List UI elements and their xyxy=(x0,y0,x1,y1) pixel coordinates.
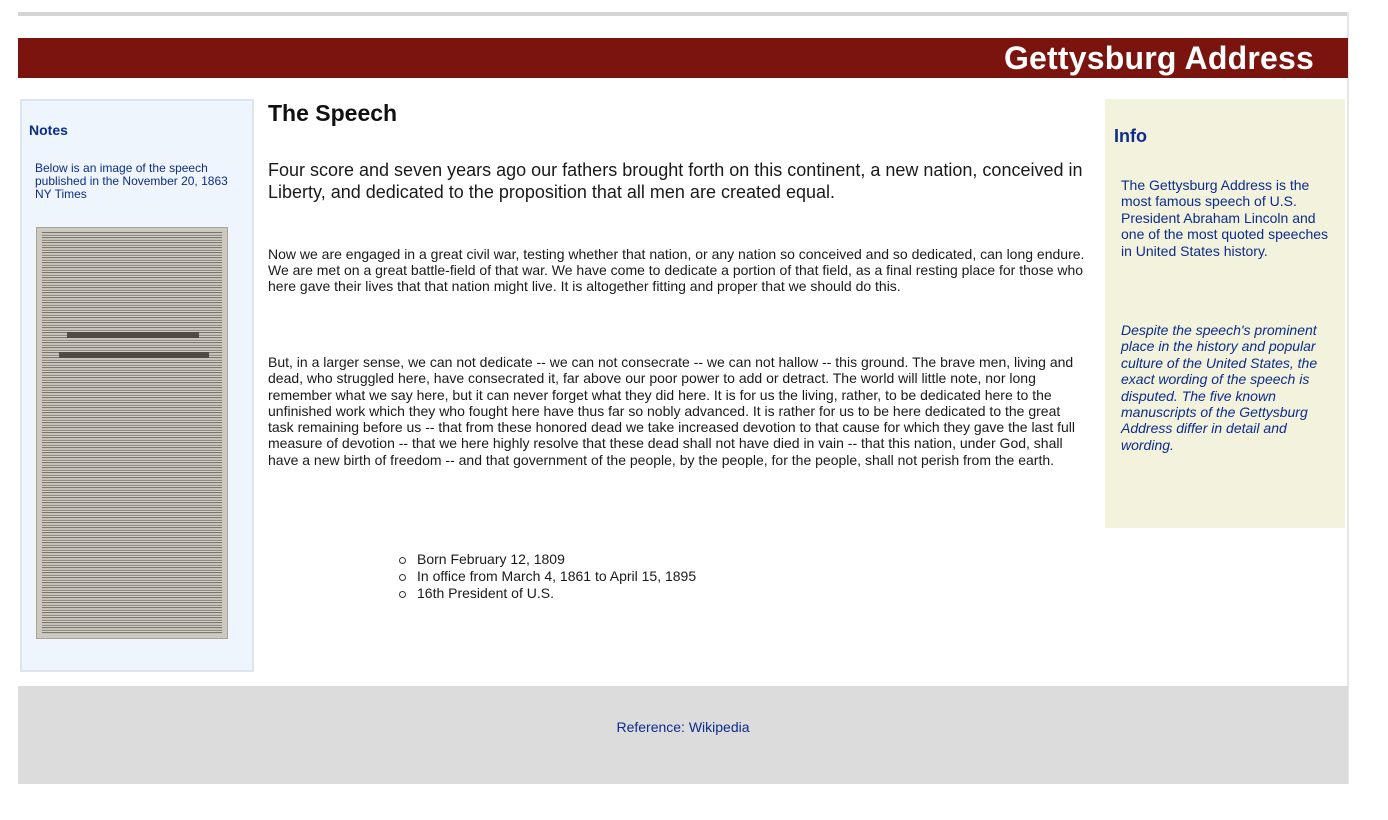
list-item: Born February 12, 1809 xyxy=(397,551,696,568)
notes-heading: Notes xyxy=(29,122,68,138)
newspaper-clipping-image xyxy=(36,227,228,639)
top-divider xyxy=(18,12,1348,16)
notes-sidebar xyxy=(20,99,254,672)
notes-description: Below is an image of the speech published in the November 20, 1863 NY Times xyxy=(35,161,228,201)
speech-title: The Speech xyxy=(268,100,398,126)
list-item: In office from March 4, 1861 to April 15, 1895 xyxy=(397,568,696,585)
info-description: The Gettysburg Address is the most famous speech of U.S. President Abraham Lincoln and one of the most quoted speeches in United States history. xyxy=(1121,177,1329,259)
speech-paragraph: But, in a larger sense, we can not dedicate -- we can not consecrate -- we can not hallow -- this ground. The brave men, living and dead, who struggled here, have consecrated it, far above our poor power to add or detract. The world will little note, nor long remember what we say here, but it can never forget what they did here. It is for us the living, rather, to be dedicated here to the unfinished work which they who fought here have thus far so nobly advanced. It is rather for us to be here dedicated to the great task remaining before us -- that from these honored dead we take increased devotion to that cause for which they gave the last full measure of devotion -- that we here highly resolve that these dead shall not have died in vain -- that this nation, under God, shall have a new birth of freedom -- and that government of the people, by the people, for the people, shall not perish from the earth. xyxy=(268,354,1076,468)
info-sidebar xyxy=(1105,99,1345,528)
newspaper-text-texture xyxy=(42,232,222,634)
speech-lead-paragraph: Four score and seven years ago our fathers brought forth on this continent, a new nation, conceived in Liberty, and dedicated to the proposition that all men are created equal. xyxy=(268,160,1083,202)
info-note: Despite the speech's prominent place in the history and popular culture of the United States, the exact wording of the speech is disputed. The five known manuscripts of the Gettysburg Address differ in detail and wording. xyxy=(1121,322,1318,453)
footer xyxy=(18,686,1348,784)
lincoln-facts-list xyxy=(397,551,696,602)
list-item: 16th President of U.S. xyxy=(397,585,696,602)
newspaper-headline-bar xyxy=(67,332,199,338)
info-heading: Info xyxy=(1114,126,1147,146)
speech-paragraph: Now we are engaged in a great civil war, testing whether that nation, or any nation so conceived and so dedicated, can long endure. We are met on a great battle-field of that war. We have come to dedicate a portion of that field, as a final resting place for those who here gave their lives that that nation might live. It is altogether fitting and proper that we should do this. xyxy=(268,246,1085,294)
page-right-border xyxy=(1347,12,1349,784)
header-banner xyxy=(18,38,1348,78)
page-title: Gettysburg Address xyxy=(1003,40,1314,76)
newspaper-subhead-bar xyxy=(59,352,209,358)
reference-link[interactable]: Reference: Wikipedia xyxy=(616,719,750,735)
